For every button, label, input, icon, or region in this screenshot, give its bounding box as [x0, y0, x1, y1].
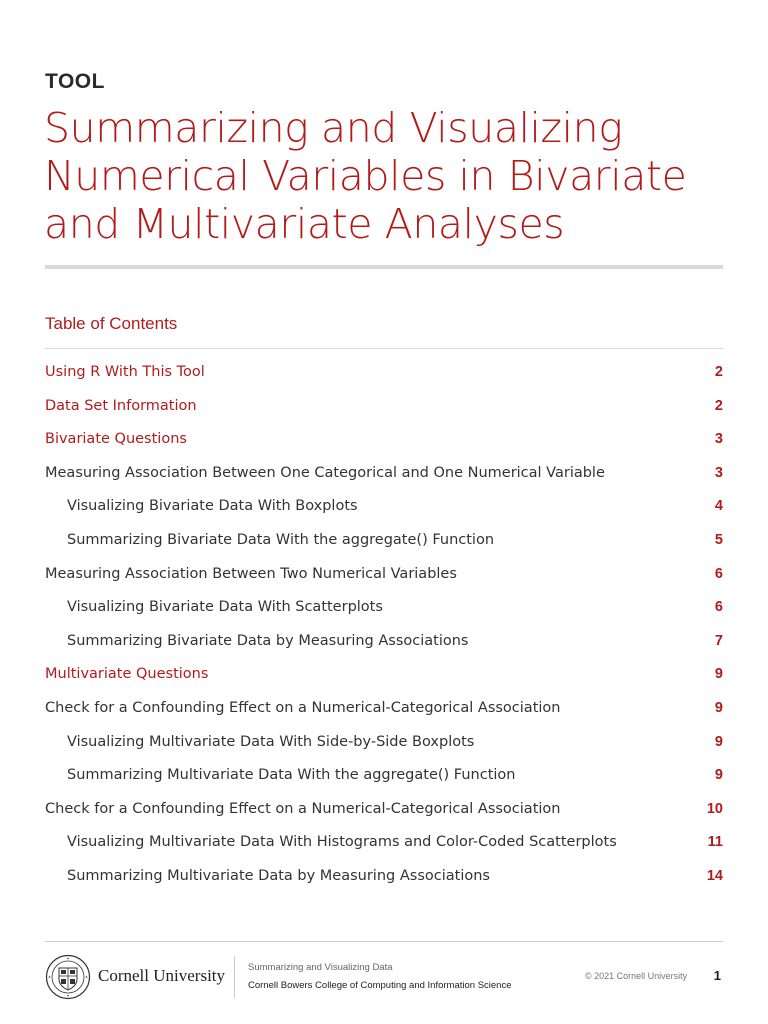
toc-entry-label[interactable]: Measuring Association Between One Categorical and One Numerical Variable	[45, 464, 605, 481]
toc-entry[interactable]	[45, 524, 723, 558]
toc-entry-label[interactable]: Measuring Association Between Two Numerical Variables	[45, 565, 457, 582]
toc-divider	[45, 348, 723, 349]
toc-entry-page-number[interactable]: 6	[714, 599, 723, 616]
toc-entry-page-number[interactable]: 4	[714, 498, 723, 515]
toc-entry-label[interactable]: Summarizing Multivariate Data by Measuring Associations	[67, 867, 490, 884]
toc-entry[interactable]	[45, 793, 723, 827]
toc-entry[interactable]	[45, 692, 723, 726]
toc-entry-page-number[interactable]: 10	[706, 800, 723, 817]
toc-entry-label[interactable]: Visualizing Multivariate Data With Histograms and Color-Coded Scatterplots	[67, 834, 617, 851]
toc-entry[interactable]	[45, 423, 723, 457]
toc-entry[interactable]	[45, 658, 723, 692]
toc-entry[interactable]	[45, 759, 723, 793]
toc-entry-page-number[interactable]: 9	[714, 666, 723, 683]
toc-entry-label[interactable]: Summarizing Bivariate Data by Measuring Associations	[67, 632, 469, 649]
toc-entry-label[interactable]: Visualizing Bivariate Data With Scatterplots	[67, 599, 383, 616]
toc-heading: Table of Contents	[45, 314, 178, 333]
toc-entry[interactable]	[45, 390, 723, 424]
toc-entry-page-number[interactable]: 7	[714, 632, 723, 649]
university-name: Cornell University	[98, 966, 226, 985]
toc-entry[interactable]	[45, 490, 723, 524]
toc-entry-label[interactable]: Visualizing Bivariate Data With Boxplots	[67, 498, 358, 515]
toc-entry-label[interactable]: Visualizing Multivariate Data With Side-by-Side Boxplots	[67, 733, 475, 750]
title-divider	[45, 265, 723, 269]
toc-entry[interactable]	[45, 558, 723, 592]
footer-college-name: Cornell Bowers College of Computing and Information Science	[248, 980, 512, 991]
footer-page-number: 1	[713, 968, 721, 983]
toc-entry[interactable]	[45, 860, 723, 894]
toc-entry-page-number[interactable]: 3	[714, 464, 723, 481]
toc-entry-page-number[interactable]: 9	[714, 767, 723, 784]
toc-entry-page-number[interactable]: 6	[714, 565, 723, 582]
toc-entry-page-number[interactable]: 3	[714, 431, 723, 448]
toc-entry-page-number[interactable]: 11	[707, 834, 723, 851]
toc-entry-page-number[interactable]: 9	[714, 733, 723, 750]
footer	[45, 952, 723, 1000]
toc-entry[interactable]	[45, 625, 723, 659]
toc-entry-page-number[interactable]: 2	[714, 364, 723, 380]
eyebrow-label: TOOL	[45, 70, 105, 93]
toc-entry-page-number[interactable]: 14	[706, 867, 723, 884]
table-of-contents	[45, 356, 723, 894]
toc-entry-page-number[interactable]: 9	[714, 699, 723, 716]
document-title: Summarizing and Visualizing Numerical Variables in Bivariate and Multivariate Analyses	[44, 104, 687, 248]
toc-entry[interactable]	[45, 591, 723, 625]
toc-entry-page-number[interactable]: 2	[714, 397, 723, 414]
footer-divider-line	[45, 941, 723, 942]
toc-entry-label[interactable]: Summarizing Multivariate Data With the aggregate() Function	[67, 767, 516, 784]
toc-entry[interactable]	[45, 726, 723, 760]
toc-entry-label[interactable]: Check for a Confounding Effect on a Numerical-Categorical Association	[45, 699, 561, 716]
toc-entry-label[interactable]: Using R With This Tool	[45, 364, 205, 380]
toc-entry-label[interactable]: Data Set Information	[45, 397, 197, 414]
toc-entry[interactable]	[45, 356, 723, 390]
footer-copyright: © 2021 Cornell University	[585, 971, 688, 981]
toc-entry[interactable]	[45, 457, 723, 491]
footer-document-name: Summarizing and Visualizing Data	[248, 962, 393, 973]
toc-entry-label[interactable]: Bivariate Questions	[45, 431, 187, 448]
cornell-seal-icon	[45, 954, 91, 1000]
footer-vertical-divider	[234, 956, 235, 998]
toc-entry-label[interactable]: Summarizing Bivariate Data With the aggregate() Function	[67, 531, 495, 548]
toc-entry-label[interactable]: Multivariate Questions	[45, 666, 209, 683]
toc-entry-page-number[interactable]: 5	[714, 531, 723, 548]
toc-entry[interactable]	[45, 826, 723, 860]
toc-entry-label[interactable]: Check for a Confounding Effect on a Numerical-Categorical Association	[45, 800, 561, 817]
